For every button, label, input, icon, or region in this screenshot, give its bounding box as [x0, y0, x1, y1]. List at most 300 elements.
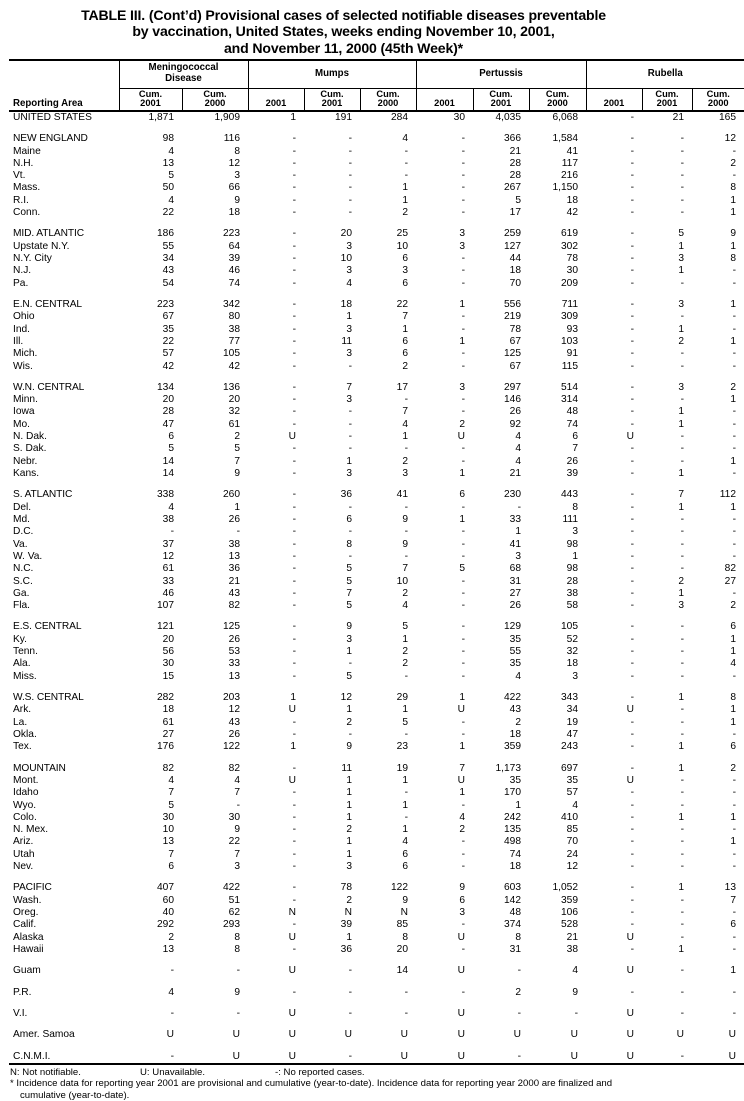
row-value-cell: 1 [730, 335, 736, 347]
row-value-cell: 5 [168, 799, 174, 811]
row-value-cell: - [292, 145, 296, 157]
row-value-cell: 314 [561, 394, 578, 406]
row-value-cell: 2 [402, 207, 408, 219]
row-value-cell: 35 [509, 774, 521, 786]
row-value-cell: 2 [402, 455, 408, 467]
row-value-cell: 58 [566, 600, 578, 612]
row-area-label: Hawaii [13, 943, 44, 955]
row-value-cell: 80 [228, 311, 240, 323]
row-value-cell: - [348, 1050, 352, 1062]
row-value-cell: 1 [346, 931, 352, 943]
row-value-cell: 12 [228, 704, 240, 716]
row-area-label: P.R. [13, 986, 32, 998]
row-area-label: La. [13, 716, 28, 728]
row-area-label: Mo. [13, 418, 30, 430]
row-value-cell: - [461, 394, 465, 406]
section-spacer [9, 683, 744, 692]
row-value-cell: - [292, 240, 296, 252]
row-area-label: Calif. [13, 919, 37, 931]
row-value-cell: 22 [396, 298, 408, 310]
col-header-mumps-2001: 2001 [248, 88, 304, 111]
row-value-cell: - [732, 799, 736, 811]
row-value-cell: 6 [402, 335, 408, 347]
row-value-cell: 85 [566, 824, 578, 836]
row-value-cell: N [344, 907, 352, 919]
col-header-rubella-cum-2001: Cum. 2001 [642, 88, 692, 111]
row-value-cell: - [461, 621, 465, 633]
row-value-cell: 1,871 [148, 111, 174, 123]
section-spacer [9, 956, 744, 965]
table-row [9, 419, 744, 431]
section-spacer-cell [9, 683, 744, 692]
row-area-label: E.S. CENTRAL [13, 621, 82, 633]
row-value-cell: - [461, 986, 465, 998]
row-area-label: Amer. Samoa [13, 1029, 75, 1041]
row-value-cell: 28 [509, 170, 521, 182]
table-row [9, 944, 744, 956]
row-area-label: Tex. [13, 741, 32, 753]
row-value-cell: 1,909 [214, 111, 240, 123]
section-spacer-cell [9, 1020, 744, 1029]
row-value-cell: 18 [566, 194, 578, 206]
row-value-cell: - [461, 311, 465, 323]
row-area-label: Guam [13, 965, 41, 977]
row-value-cell: - [292, 311, 296, 323]
row-value-cell: 186 [157, 228, 174, 240]
table-row [9, 241, 744, 253]
row-value-cell: 259 [504, 228, 521, 240]
row-value-cell: - [461, 182, 465, 194]
page-title [9, 0, 678, 56]
group-label-line2: Disease [165, 72, 202, 84]
row-value-cell: - [630, 489, 634, 501]
row-area-label: Mont. [13, 774, 39, 786]
row-value-cell: - [630, 194, 634, 206]
row-area-label: Utah [13, 848, 35, 860]
row-value-cell: - [461, 360, 465, 372]
row-value-cell: U [457, 931, 465, 943]
row-area-label: N.C. [13, 563, 34, 575]
row-value-cell: - [461, 455, 465, 467]
row-value-cell: 1 [459, 513, 465, 525]
row-value-cell: 34 [566, 704, 578, 716]
row-value-cell: 14 [162, 468, 174, 480]
row-value-cell: - [680, 774, 684, 786]
row-value-cell: 1 [459, 298, 465, 310]
row-value-cell: 112 [719, 489, 736, 501]
row-value-cell: 18 [340, 298, 352, 310]
footnote-asterisk [10, 1078, 678, 1101]
group-label-line1: Mumps [315, 67, 349, 79]
table-row [9, 717, 744, 729]
row-value-cell: 70 [509, 277, 521, 289]
row-value-cell: - [348, 170, 352, 182]
row-value-cell: - [630, 406, 634, 418]
row-value-cell: 47 [162, 418, 174, 430]
row-value-cell: - [630, 133, 634, 145]
row-value-cell: U [288, 431, 296, 443]
row-value-cell: - [630, 455, 634, 467]
row-value-cell: - [170, 526, 174, 538]
row-value-cell: 26 [228, 728, 240, 740]
table-row [9, 824, 744, 836]
row-value-cell: U [626, 1050, 634, 1062]
row-value-cell: 5 [346, 600, 352, 612]
title-line-1: TABLE III. (Cont’d) Provisional cases of selected notifiable diseases preventable [81, 7, 606, 23]
row-value-cell: 3 [459, 907, 465, 919]
row-area-label: Ariz. [13, 836, 34, 848]
row-value-cell: 176 [157, 741, 174, 753]
row-value-cell: - [292, 394, 296, 406]
row-area-label: W.S. CENTRAL [13, 692, 84, 704]
row-value-cell: - [680, 133, 684, 145]
row-value-cell: - [348, 728, 352, 740]
row-value-cell: 366 [504, 133, 521, 145]
row-value-cell: - [292, 550, 296, 562]
row-area-label: Wash. [13, 894, 42, 906]
row-value-cell: 3 [402, 468, 408, 480]
row-value-cell: 2 [515, 986, 521, 998]
row-area-label: R.I. [13, 194, 29, 206]
row-value-cell: 5 [168, 170, 174, 182]
row-value-cell: 4 [402, 836, 408, 848]
row-value-cell: - [404, 157, 408, 169]
row-value-cell: 1 [730, 836, 736, 848]
row-value-cell: U [166, 1029, 174, 1041]
row-value-cell: 2 [515, 716, 521, 728]
row-value-cell: 62 [228, 907, 240, 919]
row-value-cell: 127 [504, 240, 521, 252]
row-value-cell: U [676, 1029, 684, 1041]
row-value-cell: - [404, 986, 408, 998]
row-value-cell: U [457, 774, 465, 786]
table-row [9, 600, 744, 612]
section-spacer-cell [9, 290, 744, 299]
row-value-cell: 170 [504, 787, 521, 799]
row-value-cell: 78 [566, 253, 578, 265]
row-value-cell: 43 [228, 587, 240, 599]
row-value-cell: 342 [223, 298, 240, 310]
row-value-cell: - [732, 670, 736, 682]
row-value-cell: 1 [730, 646, 736, 658]
row-value-cell: 52 [566, 633, 578, 645]
row-value-cell: 5 [515, 194, 521, 206]
row-value-cell: 67 [162, 311, 174, 323]
row-value-cell: U [626, 931, 634, 943]
section-spacer-cell [9, 373, 744, 382]
row-value-cell: - [630, 182, 634, 194]
table-row [9, 526, 744, 538]
row-value-cell: - [732, 360, 736, 372]
row-value-cell: 39 [566, 468, 578, 480]
row-value-cell: - [680, 986, 684, 998]
footnote-not-notifiable: N: Not notifiable. [10, 1066, 81, 1078]
row-value-cell: - [461, 526, 465, 538]
table-row [9, 563, 744, 575]
row-value-cell: - [732, 406, 736, 418]
row-value-cell: 343 [561, 692, 578, 704]
row-value-cell: - [732, 931, 736, 943]
row-value-cell: - [348, 550, 352, 562]
row-value-cell: 74 [566, 418, 578, 430]
row-value-cell: 135 [504, 824, 521, 836]
row-value-cell: - [292, 587, 296, 599]
row-value-cell: - [461, 646, 465, 658]
row-value-cell: - [461, 600, 465, 612]
row-value-cell: 7 [234, 455, 240, 467]
row-value-cell: 42 [162, 360, 174, 372]
row-value-cell: 1 [346, 799, 352, 811]
row-value-cell: 6 [168, 861, 174, 873]
row-value-cell: 66 [228, 182, 240, 194]
row-value-cell: - [680, 633, 684, 645]
row-value-cell: - [292, 443, 296, 455]
row-value-cell: 410 [561, 811, 578, 823]
row-value-cell: 2 [730, 381, 736, 393]
row-value-cell: 28 [162, 406, 174, 418]
row-value-cell: 103 [561, 335, 578, 347]
row-value-cell: 55 [509, 646, 521, 658]
row-value-cell: 18 [509, 265, 521, 277]
row-value-cell: 1,052 [552, 882, 578, 894]
row-value-cell: 10 [396, 575, 408, 587]
row-value-cell: - [517, 501, 521, 513]
section-spacer-cell [9, 956, 744, 965]
row-value-cell: 374 [504, 919, 521, 931]
row-value-cell: 13 [162, 836, 174, 848]
row-value-cell: 7 [346, 587, 352, 599]
row-area-label: Conn. [13, 207, 41, 219]
row-value-cell: - [348, 1007, 352, 1019]
row-value-cell: 1 [346, 455, 352, 467]
row-value-cell: - [630, 501, 634, 513]
row-value-cell: 9 [402, 538, 408, 550]
row-value-cell: - [170, 1007, 174, 1019]
row-value-cell: 8 [346, 538, 352, 550]
row-value-cell: - [630, 919, 634, 931]
row-value-cell: - [292, 762, 296, 774]
row-area-label: Ohio [13, 311, 35, 323]
table-row [9, 170, 744, 182]
row-value-cell: - [732, 861, 736, 873]
row-value-cell: - [630, 443, 634, 455]
row-value-cell: - [461, 501, 465, 513]
table-row [9, 551, 744, 563]
row-value-cell: - [680, 728, 684, 740]
row-value-cell: - [680, 394, 684, 406]
row-value-cell: - [630, 298, 634, 310]
col-header-mumps-cum-2000: Cum. 2000 [360, 88, 416, 111]
table-row [9, 431, 744, 443]
row-value-cell: - [292, 538, 296, 550]
row-value-cell: U [626, 774, 634, 786]
row-value-cell: - [292, 335, 296, 347]
row-value-cell: - [292, 787, 296, 799]
row-value-cell: 41 [509, 538, 521, 550]
row-value-cell: 34 [162, 253, 174, 265]
row-value-cell: 243 [561, 741, 578, 753]
group-label-line1: Rubella [647, 67, 683, 79]
row-value-cell: - [170, 1050, 174, 1062]
row-value-cell: 43 [162, 265, 174, 277]
row-value-cell: - [630, 646, 634, 658]
row-value-cell: 40 [162, 907, 174, 919]
row-value-cell: 1 [346, 704, 352, 716]
row-value-cell: - [680, 824, 684, 836]
section-spacer-cell [9, 754, 744, 763]
row-value-cell: 9 [234, 194, 240, 206]
row-value-cell: - [292, 468, 296, 480]
row-value-cell: U [288, 1050, 296, 1062]
row-area-label: S. Dak. [13, 443, 47, 455]
row-value-cell: 7 [402, 311, 408, 323]
row-value-cell: 9 [234, 824, 240, 836]
row-value-cell: 1 [678, 587, 684, 599]
row-value-cell: - [461, 170, 465, 182]
row-value-cell: 1 [678, 811, 684, 823]
row-value-cell: 1 [402, 774, 408, 786]
row-value-cell: - [630, 728, 634, 740]
row-value-cell: - [680, 431, 684, 443]
table-row [9, 406, 744, 418]
row-value-cell: - [732, 538, 736, 550]
table-row [9, 965, 744, 977]
row-value-cell: 338 [157, 489, 174, 501]
row-value-cell: - [292, 848, 296, 860]
row-value-cell: 44 [509, 253, 521, 265]
row-value-cell: - [292, 575, 296, 587]
row-value-cell: 6 [730, 741, 736, 753]
row-value-cell: U [626, 1007, 634, 1019]
table-row [9, 1029, 744, 1041]
row-value-cell: 1,584 [552, 133, 578, 145]
row-value-cell: - [630, 621, 634, 633]
row-value-cell: - [680, 907, 684, 919]
row-value-cell: 219 [504, 311, 521, 323]
row-value-cell: 8 [572, 501, 578, 513]
row-value-cell: - [630, 157, 634, 169]
row-value-cell: - [630, 848, 634, 860]
row-value-cell: 6 [402, 348, 408, 360]
row-value-cell: 556 [504, 298, 521, 310]
row-value-cell: 4 [402, 418, 408, 430]
row-value-cell: 82 [724, 563, 736, 575]
row-value-cell: 61 [162, 716, 174, 728]
row-value-cell: 36 [228, 563, 240, 575]
row-area-label: MID. ATLANTIC [13, 228, 84, 240]
row-value-cell: 129 [504, 621, 521, 633]
row-value-cell: - [680, 311, 684, 323]
row-value-cell: 2 [678, 575, 684, 587]
row-value-cell: 7 [402, 563, 408, 575]
row-value-cell: 35 [566, 774, 578, 786]
row-value-cell: - [404, 811, 408, 823]
row-value-cell: - [292, 228, 296, 240]
row-value-cell: - [680, 716, 684, 728]
row-value-cell: 359 [561, 894, 578, 906]
row-value-cell: 302 [561, 240, 578, 252]
row-value-cell: U [626, 965, 634, 977]
row-value-cell: - [630, 787, 634, 799]
disease-group-header-row [9, 61, 744, 89]
row-value-cell: 13 [228, 550, 240, 562]
row-value-cell: 359 [504, 741, 521, 753]
row-value-cell: - [732, 587, 736, 599]
row-value-cell: 4 [234, 774, 240, 786]
row-value-cell: 28 [509, 157, 521, 169]
row-value-cell: - [292, 360, 296, 372]
row-value-cell: 42 [566, 207, 578, 219]
row-value-cell: 78 [340, 882, 352, 894]
row-value-cell: - [732, 848, 736, 860]
table-row [9, 324, 744, 336]
row-value-cell: 1 [402, 799, 408, 811]
table-row [9, 704, 744, 716]
row-area-label: Mass. [13, 182, 41, 194]
row-value-cell: 3 [234, 170, 240, 182]
row-value-cell: 26 [228, 513, 240, 525]
row-value-cell: 4 [402, 133, 408, 145]
row-value-cell: - [292, 811, 296, 823]
footnote-legend [10, 1067, 678, 1078]
row-value-cell: - [292, 265, 296, 277]
row-value-cell: 51 [228, 894, 240, 906]
row-value-cell: 10 [396, 240, 408, 252]
row-value-cell: 9 [234, 468, 240, 480]
row-value-cell: 1 [678, 501, 684, 513]
row-value-cell: 18 [509, 861, 521, 873]
row-value-cell: 30 [453, 111, 465, 123]
row-value-cell: 6 [730, 621, 736, 633]
row-value-cell: - [292, 277, 296, 289]
table-row [9, 299, 744, 311]
section-spacer [9, 219, 744, 228]
row-area-label: Del. [13, 501, 32, 513]
row-value-cell: - [292, 836, 296, 848]
row-value-cell: - [630, 513, 634, 525]
row-value-cell: - [630, 894, 634, 906]
row-value-cell: 30 [566, 265, 578, 277]
row-value-cell: - [292, 919, 296, 931]
row-area-label: Miss. [13, 670, 37, 682]
row-value-cell: 230 [504, 489, 521, 501]
row-value-cell: 1 [730, 811, 736, 823]
row-value-cell: 30 [228, 811, 240, 823]
row-area-label: Colo. [13, 811, 37, 823]
col-header-pertussis-cum-2000: Cum. 2000 [529, 88, 586, 111]
row-value-cell: 1 [678, 943, 684, 955]
row-value-cell: 39 [340, 919, 352, 931]
row-value-cell: - [630, 716, 634, 728]
row-value-cell: 5 [459, 563, 465, 575]
row-value-cell: 77 [228, 335, 240, 347]
row-value-cell: N [288, 907, 296, 919]
row-value-cell: 33 [509, 513, 521, 525]
row-value-cell: 20 [162, 633, 174, 645]
row-value-cell: - [732, 986, 736, 998]
row-value-cell: 21 [509, 468, 521, 480]
row-value-cell: - [461, 799, 465, 811]
row-area-label: MOUNTAIN [13, 762, 66, 774]
row-value-cell: - [680, 455, 684, 467]
row-value-cell: - [404, 501, 408, 513]
row-value-cell: 105 [223, 348, 240, 360]
row-value-cell: - [348, 194, 352, 206]
row-value-cell: 4,035 [495, 111, 521, 123]
row-value-cell: - [630, 882, 634, 894]
row-value-cell: - [680, 550, 684, 562]
row-value-cell: - [461, 265, 465, 277]
